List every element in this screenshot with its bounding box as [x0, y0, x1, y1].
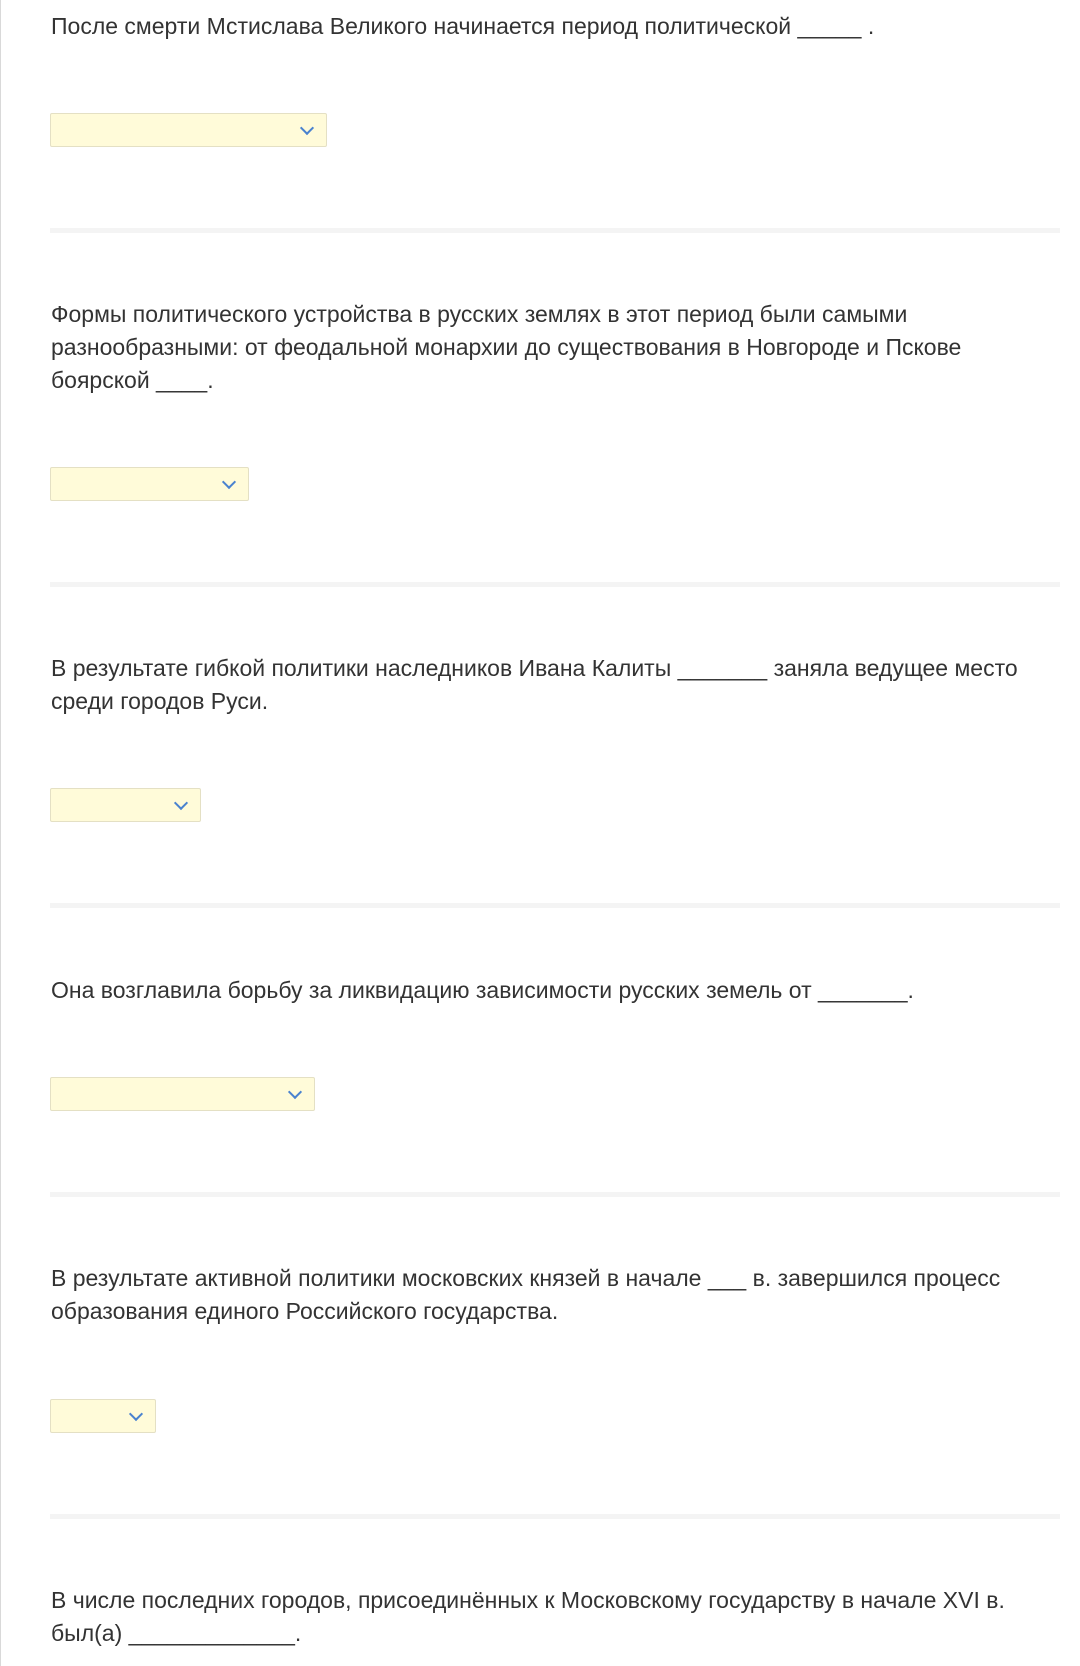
answer-select-4[interactable] [50, 1077, 315, 1111]
question-divider [50, 1192, 1060, 1197]
answer-select-2[interactable] [50, 467, 249, 501]
question-divider [50, 228, 1060, 233]
chevron-down-icon [222, 475, 236, 489]
chevron-down-icon [288, 1085, 302, 1099]
question-divider [50, 1514, 1060, 1519]
question-divider [50, 582, 1060, 587]
answer-select-3[interactable] [50, 788, 201, 822]
question-1-text: После смерти Мстислава Великого начинается период политической _____ . [51, 13, 875, 39]
question-2-text: Формы политического устройства в русских землях в этот период были самыми разнообразными: от феодальной монархии до существования в Новгороде и Пскове боярской ____. [51, 301, 962, 393]
chevron-down-icon [129, 1407, 143, 1421]
question-6-text: В числе последних городов, присоединённых к Московскому государству в начале XVI в. был(а) _____________. [51, 1587, 1005, 1646]
question-5-text: В результате активной политики московских князей в начале ___ в. завершился процесс образования единого Российского государства. [51, 1265, 1001, 1324]
answer-select-1[interactable] [50, 113, 327, 147]
answer-select-5[interactable] [50, 1399, 156, 1433]
chevron-down-icon [300, 121, 314, 135]
question-3-text: В результате гибкой политики наследников Ивана Калиты _______ заняла ведущее место среди городов Руси. [51, 655, 1018, 714]
question-4-text: Она возглавила борьбу за ликвидацию зависимости русских земель от _______. [51, 977, 914, 1003]
question-divider [50, 903, 1060, 908]
left-border [0, 0, 1, 1666]
chevron-down-icon [174, 796, 188, 810]
